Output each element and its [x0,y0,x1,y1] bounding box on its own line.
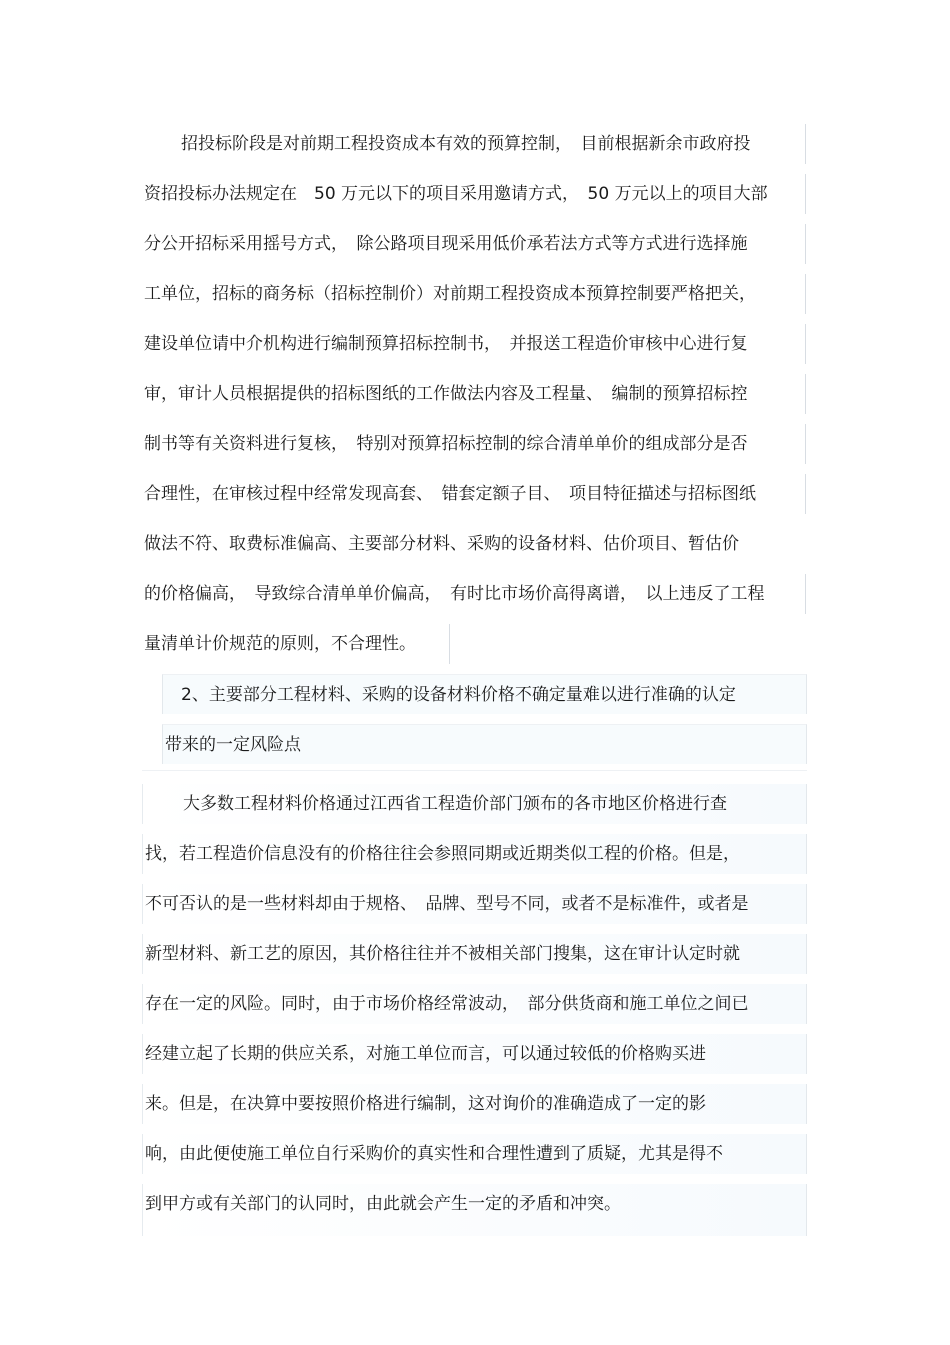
paragraph-line: 制书等有关资料进行复核， 特别对预算招标控制的综合清单单价的组成部分是否 [144,424,806,464]
paragraph-line: 找，若工程造价信息没有的价格往往会参照同期或近期类似工程的价格。但是， [142,834,807,874]
divider [142,770,807,771]
paragraph-line: 的价格偏高， 导致综合清单单价偏高， 有时比市场价高得离谱， 以上违反了工程 [144,574,806,614]
paragraph-line: 新型材料、新工艺的原因，其价格往往并不被相关部门搜集，这在审计认定时就 [142,934,807,974]
paragraph-line: 经建立起了长期的供应关系，对施工单位而言，可以通过较低的价格购买进 [142,1034,807,1074]
paragraph-line: 合理性，在审核过程中经常发现高套、 错套定额子目、 项目特征描述与招标图纸 [144,474,806,514]
paragraph-line: 存在一定的风险。同时，由于市场价格经常波动， 部分供货商和施工单位之间已 [142,984,807,1024]
paragraph-line: 招投标阶段是对前期工程投资成本有效的预算控制， 目前根据新余市政府投 [144,124,806,164]
paragraph-line: 不可否认的是一些材料却由于规格、 品牌、型号不同，或者不是标准件，或者是 [142,884,807,924]
section-heading-line: 带来的一定风险点 [162,724,807,764]
section-heading-line: 2、主要部分工程材料、采购的设备材料价格不确定量难以进行准确的认定 [162,674,807,714]
paragraph-line: 审，审计人员根据提供的招标图纸的工作做法内容及工程量、 编制的预算招标控 [144,374,806,414]
paragraph-line: 建设单位请中介机构进行编制预算招标控制书， 并报送工程造价审核中心进行复 [144,324,806,364]
paragraph-line: 资招投标办法规定在 50 万元以下的项目采用邀请方式， 50 万元以上的项目大部 [144,174,806,214]
paragraph-line: 分公开招标采用摇号方式， 除公路项目现采用低价承若法方式等方式进行选择施 [144,224,806,264]
paragraph-line: 做法不符、取费标准偏高、主要部分材料、采购的设备材料、估价项目、暂估价 [144,534,739,554]
paragraph-line: 量清单计价规范的原则，不合理性。 [144,624,450,664]
paragraph-line: 工单位，招标的商务标（招标控制价）对前期工程投资成本预算控制要严格把关， [144,274,806,314]
paragraph-line: 大多数工程材料价格通过江西省工程造价部门颁布的各市地区价格进行查 [142,784,807,824]
paragraph-line: 到甲方或有关部门的认同时，由此就会产生一定的矛盾和冲突。 [142,1184,807,1236]
paragraph-line: 来。但是，在决算中要按照价格进行编制，这对询价的准确造成了一定的影 [142,1084,807,1124]
paragraph-line: 响，由此便使施工单位自行采购价的真实性和合理性遭到了质疑，尤其是得不 [142,1134,807,1174]
